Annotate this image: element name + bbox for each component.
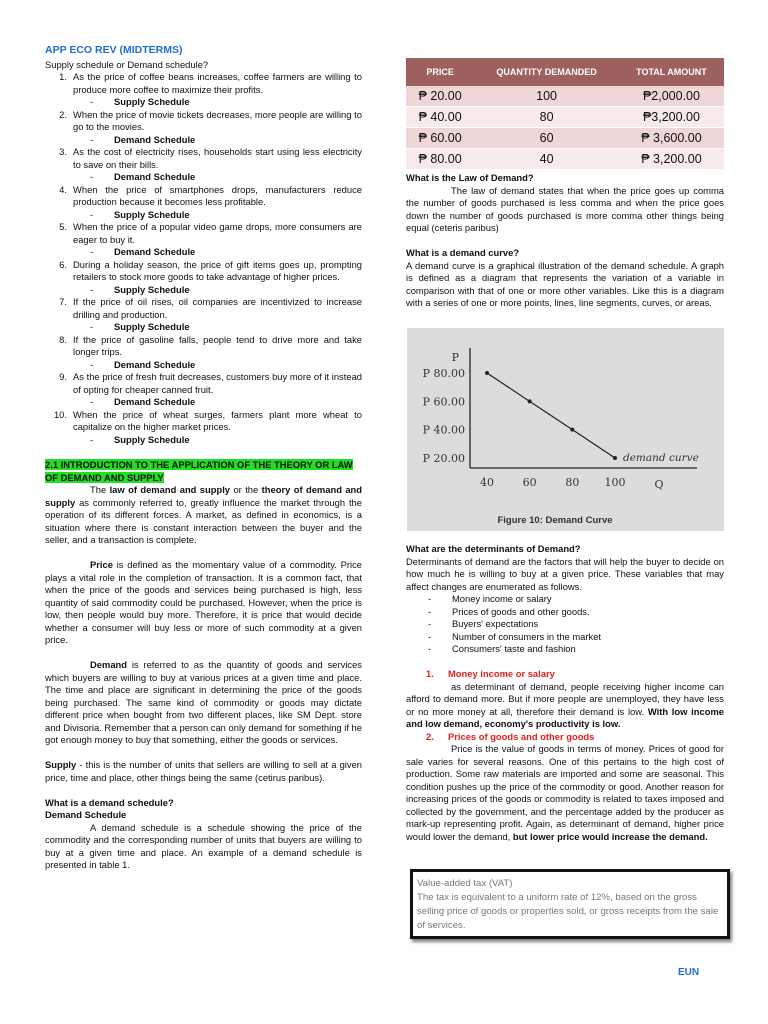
question-text: When the price of movie tickets decreases, more people are willing to go to the movies. — [73, 108, 362, 132]
table-header-quantity: QUANTITY DEMANDED — [474, 58, 619, 86]
paragraph-supply: Supply - this is the number of units that sellers are willing to sell at a given price, time and place, other things being the same (cetirus paribus). — [45, 759, 362, 783]
table-header-row — [406, 58, 724, 86]
determinant-item-text: Consumers' taste and fashion — [452, 643, 576, 654]
law-question: What is the Law of Demand? — [406, 172, 534, 183]
question-number: 10. — [53, 408, 67, 420]
table-cell: 80 — [474, 107, 619, 128]
table-cell: ₱ 60.00 — [406, 128, 474, 149]
determinant-list-item: - Prices of goods and other goods. — [428, 605, 590, 617]
x-tick-label: 80 — [565, 476, 580, 489]
answer-text: Demand Schedule — [114, 133, 196, 145]
determinant-list-item: - Money income or salary — [428, 593, 552, 604]
table-row — [406, 128, 724, 149]
section-heading: 2.1 INTRODUCTION TO THE APPLICATION OF THE THEORY OR LAW OF DEMAND AND SUPPLY — [45, 459, 353, 483]
y-tick-label: P 20.00 — [422, 452, 465, 465]
paragraph-demand: Demand is referred to as the quantity of goods and services which buyers are willing to buy at various prices at a given time and place. The time and place are significant in determining the price of the goods being purchased. The same kind of commodity or goods may dictate different price when bought from two different places, like SM Dept. store and Divisoria. Remember that a person can only demand for something if he got enough money to buy that something, either the goods or services. — [45, 659, 362, 745]
x-tick-label: 100 — [604, 476, 626, 489]
answer-text: Demand Schedule — [114, 396, 196, 407]
y-axis-label: P — [451, 351, 459, 364]
question-text: When the price of wheat surges, farmers plant more wheat to capitalize on the higher market prices. — [73, 408, 362, 432]
paragraph-law: The law of demand and supply or the theory of demand and supply as commonly referred to, greatly influence the market through the operation of its different forces. A market, as defined in economics, is a situation where there is constant interaction between the buyer and the seller, and a transaction is complete. — [45, 484, 363, 545]
question-text: When the price of a popular video game drops, more consumers are eager to buy it. — [73, 221, 362, 245]
data-point — [613, 456, 617, 460]
question-answer: - Supply Schedule — [90, 321, 190, 332]
table-row — [406, 149, 724, 170]
question-list — [45, 71, 362, 446]
answer-text: Supply Schedule — [114, 208, 190, 220]
determinant-1-text: as determinant of demand, people receiving higher income can afford to demand more. But if more people are unemployed, they have less or no more money at all, therefore their demand is low. With low income and low demand, economy's productivity is low. — [406, 680, 725, 729]
series-label: demand curve — [623, 452, 699, 464]
data-point — [570, 428, 574, 432]
question-number: 3. — [59, 146, 67, 157]
question-answer: - Demand Schedule — [90, 171, 196, 182]
question-text: When the price of smartphones drops, manufacturers reduce production because it becomes less profitable. — [73, 183, 362, 207]
question-item — [45, 146, 362, 171]
quiz-subtitle: Supply schedule or Demand schedule? — [45, 58, 209, 70]
answer-text: Supply Schedule — [114, 283, 190, 295]
question-number: 1. — [59, 71, 67, 82]
table-cell: ₱ 40.00 — [406, 107, 474, 128]
table-row — [406, 86, 724, 107]
question-number: 2. — [59, 108, 67, 120]
demand-curve-chart — [407, 328, 724, 531]
question-answer: - Demand Schedule — [90, 396, 196, 407]
question-item — [45, 109, 362, 134]
data-point — [485, 371, 489, 375]
demand-curve-figure — [407, 328, 724, 531]
question-text: As the price of coffee beans increases, coffee farmers are willing to produce more coffee to maximize their profits. — [73, 71, 362, 95]
determinant-item-text: Money income or salary — [452, 593, 552, 604]
table-cell: ₱ 20.00 — [406, 86, 474, 107]
vat-title: Value-added tax (VAT) — [417, 878, 513, 889]
question-number: 9. — [59, 371, 67, 382]
determinant-2-text: Price is the value of goods in terms of money. Prices of good for sale varies for several reasons. One of this pertains to the high cost of production. Some raw materials are imported and some are seasonal. This condition pushes up the price of the commodity or good. Another reason for increasing prices of the goods or commodity is related to taxes imposed and collected by the government, and the percentage added by the producer as mark-up representing profit. Again, as determinant of demand, higher price would lower the demand, but lower price would increase the demand. — [406, 743, 724, 842]
question-text: As the price of fresh fruit decreases, customers buy more of it instead of opting for cheaper canned fruit. — [73, 371, 362, 395]
answer-text: Demand Schedule — [114, 171, 196, 182]
question-item — [45, 409, 362, 434]
question-item — [45, 296, 362, 321]
determinant-1-heading: 1. Money income or salary — [426, 668, 555, 679]
paragraph-demand-schedule: A demand schedule is a schedule showing the price of the commodity and the corresponding number of units that buyers are willing to buy at a given time and place. An example of a demand schedule is presented in table 1. — [45, 821, 362, 870]
y-tick-label: P 80.00 — [422, 367, 465, 380]
demand-curve-line — [487, 373, 615, 458]
right-column-top — [406, 172, 724, 310]
answer-text: Demand Schedule — [114, 246, 196, 257]
question-item — [45, 184, 362, 209]
table-cell: ₱3,200.00 — [619, 107, 724, 128]
question-answer: - Demand Schedule — [90, 358, 196, 370]
determinant-item-text: Buyers' expectations — [452, 618, 539, 629]
determinants-question: What are the determinants of Demand? — [406, 543, 581, 554]
table-cell: ₱ 3,600.00 — [619, 128, 724, 149]
question-answer: - Supply Schedule — [90, 433, 190, 445]
answer-text: Supply Schedule — [114, 96, 190, 107]
figure-caption: Figure 10: Demand Curve — [497, 515, 613, 526]
question-answer: - Supply Schedule — [90, 208, 190, 220]
question-item — [45, 221, 362, 246]
demand-schedule-question: What is a demand schedule? — [45, 796, 174, 808]
question-number: 4. — [59, 183, 67, 195]
question-number: 7. — [59, 296, 67, 307]
table-cell: 100 — [474, 86, 619, 107]
question-text: As the cost of electricity rises, households start using less electricity to save on their bills. — [73, 146, 362, 170]
question-answer: - Demand Schedule — [90, 133, 196, 145]
x-axis-label: Q — [654, 478, 664, 491]
vat-text: The tax is equivalent to a uniform rate of 12%, based on the gross selling price of goods or properties sold, or gross receipts from the sale of services. — [417, 892, 719, 931]
demand-schedule-table — [406, 58, 724, 170]
page-title: APP ECO REV (MIDTERMS) — [45, 44, 183, 56]
question-text: If the price of oil rises, oil companies are incentivized to increase drilling and production. — [73, 296, 362, 320]
determinants-list — [406, 593, 724, 656]
table-cell: 40 — [474, 149, 619, 170]
vat-callout-box — [410, 869, 730, 939]
question-number: 6. — [59, 258, 67, 270]
answer-text: Supply Schedule — [114, 433, 190, 445]
table-header-price: PRICE — [406, 58, 474, 86]
law-text: The law of demand states that when the price goes up comma the number of goods purchased is less comma and when the price goes down the number of goods purchased is more comma other things being equal (ceteris paribus) — [406, 184, 724, 233]
demand-schedule-subheading: Demand Schedule — [45, 809, 127, 820]
question-answer: - Supply Schedule — [90, 96, 190, 107]
question-text: If the price of gasoline falls, people tend to drive more and take longer trips. — [73, 333, 362, 357]
determinant-list-item: - Number of consumers in the market — [428, 630, 602, 642]
data-point — [528, 399, 532, 403]
question-answer: - Demand Schedule — [90, 246, 196, 257]
question-item — [45, 371, 362, 396]
curve-question: What is a demand curve? — [406, 247, 520, 258]
table-cell: ₱2,000.00 — [619, 86, 724, 107]
question-item — [45, 259, 362, 284]
question-item — [45, 334, 362, 359]
determinants-text: Determinants of demand are the factors that will help the buyer to decide on how much he is willing to buy at a given price. These variables that may affect changes are enumerated as follows. — [406, 555, 724, 592]
x-tick-label: 60 — [522, 476, 537, 489]
determinant-list-item: - Buyers' expectations — [428, 618, 539, 629]
question-item — [45, 71, 362, 96]
right-column-bottom — [406, 543, 724, 843]
answer-text: Supply Schedule — [114, 321, 190, 332]
question-number: 5. — [59, 221, 67, 232]
curve-text: A demand curve is a graphical illustration of the demand schedule. A graph is defined as a diagram that represents the variation of a variable in comparison with that of one or more other variables. Like this is a diagram with a series of one or more points, lines, line segments, curves, or areas. — [406, 259, 724, 308]
determinant-item-text: Number of consumers in the market — [452, 630, 602, 642]
table-cell: 60 — [474, 128, 619, 149]
table-cell: ₱ 3,200.00 — [619, 149, 724, 170]
y-tick-label: P 40.00 — [422, 423, 465, 437]
determinant-item-text: Prices of goods and other goods. — [452, 605, 590, 617]
paragraph-price: Price is defined as the momentary value of a commodity. Price plays a vital role in the completion of transaction. It is a common fact, that when the price of the goods and services being purchased is high, less quantity of said commodity could be purchased. However, when the price is low, then people would buy more. Therefore, it is price that would decide whether a consumer will buy less or more of such commodity at a given price. — [45, 559, 362, 645]
question-text: During a holiday season, the price of gift items goes up, prompting retailers to stock more goods to take advantage of higher prices. — [73, 258, 362, 282]
left-column — [45, 44, 362, 872]
answer-text: Demand Schedule — [114, 358, 196, 370]
determinant-2-heading: 2. Prices of goods and other goods — [426, 730, 595, 742]
question-answer: - Supply Schedule — [90, 283, 190, 295]
table-row — [406, 107, 724, 128]
determinant-list-item: - Consumers' taste and fashion — [428, 643, 576, 654]
table-cell: ₱ 80.00 — [406, 149, 474, 170]
y-tick-label: P 60.00 — [422, 395, 465, 409]
footer-initials: EUN — [678, 967, 700, 978]
x-tick-label: 40 — [480, 476, 494, 489]
question-number: 8. — [59, 333, 67, 345]
table-header-total: TOTAL AMOUNT — [619, 58, 724, 86]
